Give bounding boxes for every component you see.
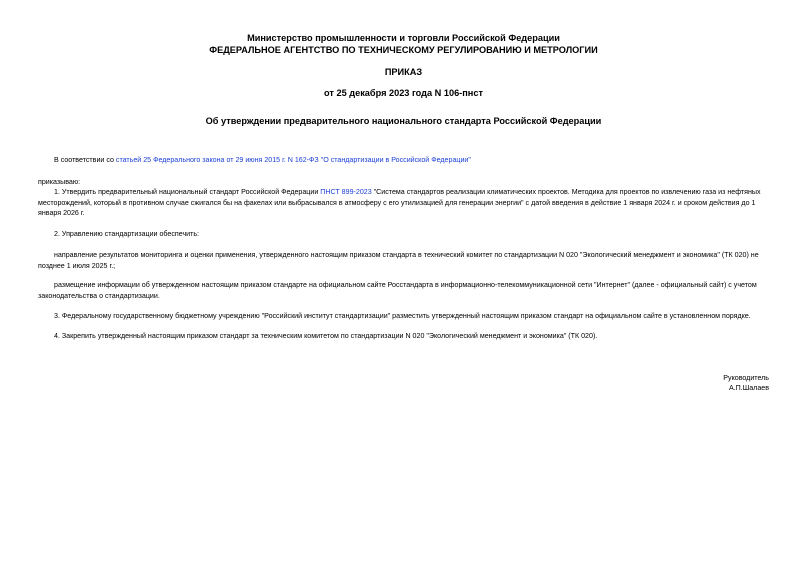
item-4: 4. Закрепить утвержденный настоящим приказом стандарт за техническим комитетом по стандартизации N 020 "Экологический менеджмент и экономика" (ТК 020). xyxy=(54,332,598,340)
signature-role: Руководитель xyxy=(723,374,769,382)
item-1 xyxy=(38,187,770,219)
document-title: Об утверждении предварительного национального стандарта Российской Федерации xyxy=(205,116,602,126)
item-1-text-before: 1. Утвердить предварительный национальный стандарт Российской Федерации xyxy=(54,188,321,196)
document-type: ПРИКАЗ xyxy=(384,67,423,77)
preamble xyxy=(38,155,770,166)
item-2a: направление результатов мониторинга и оценки применения, утвержденного настоящим приказом стандарта в технический комитет по стандартизации N 020 "Экологический менеджмент и экономика" (ТК 020) не позднее 1 июля 2025 г.; xyxy=(38,251,759,270)
order-word: приказываю: xyxy=(38,178,81,186)
ministry-name: Министерство промышленности и торговли Российской Федерации xyxy=(247,33,560,43)
preamble-text: В соответствии со xyxy=(54,156,116,164)
signature-name: А.П.Шалаев xyxy=(728,384,769,392)
agency-name: ФЕДЕРАЛЬНОЕ АГЕНТСТВО ПО ТЕХНИЧЕСКОМУ РЕГУЛИРОВАНИЮ И МЕТРОЛОГИИ xyxy=(209,45,598,55)
item-1-text-after: "Система стандартов реализации климатических проектов. Методика для проектов по извлечению газа из нефтяных месторождений, который в противном случае сжигался бы на факелах или выбрасывался в атмосферу с его утилизацией для генерации энергии" с датой введения в действие 1 января 2024 г. и сроком действия до 1 января 2026 г. xyxy=(38,188,761,217)
item-2b: размещение информации об утвержденном настоящим приказом стандарте на официальном сайте Росстандарта в информационно-телекоммуникационной сети "Интернет" (далее - официальный сайт) с учетом законодательства о стандартизации. xyxy=(38,281,757,300)
federal-law-link[interactable]: статьей 25 Федерального закона от 29 июня 2015 г. N 162-ФЗ "О стандартизации в Российской Федерации" xyxy=(115,156,471,164)
item-3: 3. Федеральному государственному бюджетному учреждению "Российский институт стандартизации" разместить утвержденный настоящим приказом стандарт на официальном сайте в установленном порядке. xyxy=(54,312,751,320)
standard-link[interactable]: ПНСТ 899-2023 xyxy=(320,188,372,196)
document-date-number: от 25 декабря 2023 года N 106-пнст xyxy=(324,88,483,98)
item-2: 2. Управлению стандартизации обеспечить: xyxy=(54,230,200,238)
